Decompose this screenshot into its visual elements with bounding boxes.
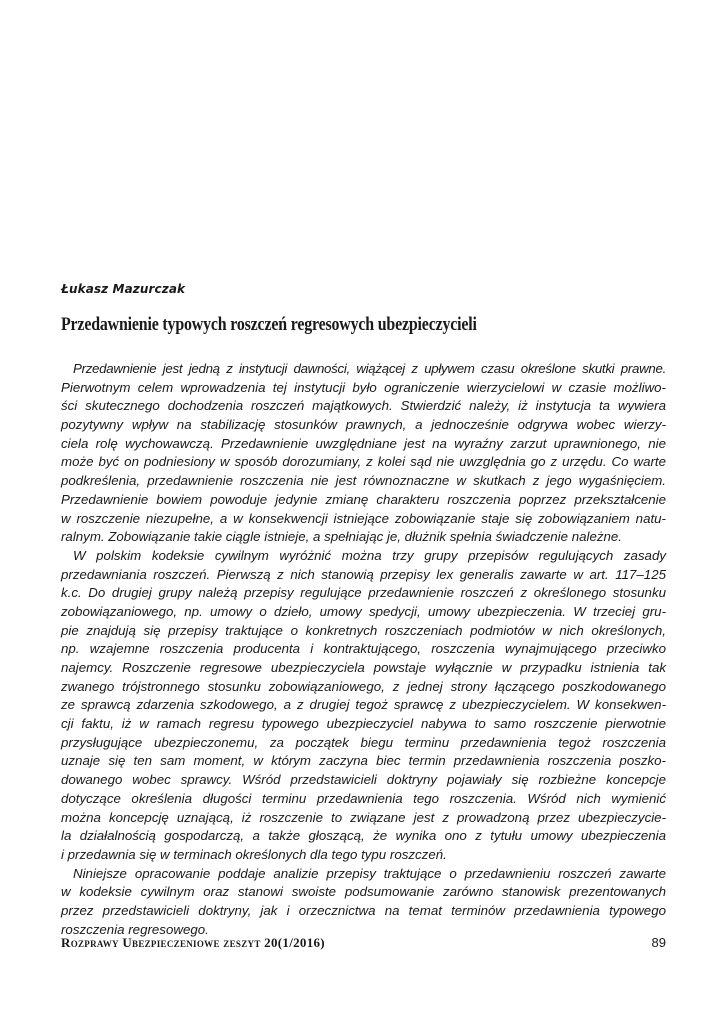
abstract-line: przysługujące ubezpieczonemu, za początek biegu terminu przedawnienia tegoż roszczenia <box>61 734 666 750</box>
abstract-line: w kodeksie cywilnym oraz stanowi swoiste podsumowanie zarówno stanowisk prezentowanych <box>61 884 666 900</box>
abstract-line: dowanego wobec sprawcy. Wśród przedstawicieli doktryny pojawiały się rozbieżne koncepcje <box>61 772 666 788</box>
abstract-line: Przedawnienie bowiem powoduje jedynie zmianę charakteru roszczenia poprzez przekształcenie <box>61 491 666 507</box>
abstract-line: Pierwotnym celem wprowadzenia tej instytucji było ograniczenie wierzycielowi w czasie możliwo- <box>61 379 666 395</box>
abstract <box>61 360 666 939</box>
abstract-line: uznaje się ten sam moment, w którym zaczyna biec termin przedawnienia roszczenia poszko- <box>61 753 666 769</box>
abstract-line: podkreślenia, przedawnienie roszczenia nie jest równoznaczne w skutkach z jego wygaśnięciem. <box>61 473 666 489</box>
abstract-line: cji faktu, iż w ramach regresu typowego ubezpieczyciel nabywa to samo roszczenie pierwotnie <box>61 716 666 732</box>
author-name: Łukasz Mazurczak <box>61 282 186 296</box>
article-title: Przedawnienie typowych roszczeń regresowych ubezpieczycieli <box>61 315 477 335</box>
abstract-line: i przedawnia się w terminach określonych dla tego typu roszczeń. <box>61 846 447 862</box>
abstract-line: pozytywny wpływ na stabilizację stosunków prawnych, a jednocześnie odgrywa wobec wierzy- <box>61 417 666 433</box>
abstract-line: zwanego trójstronnego stosunku zobowiązaniowego, z jednej strony łączącego poszkodowanego <box>61 678 666 694</box>
abstract-line: ralnym. Zobowiązanie takie ciągle istnieje, a spełniając je, dłużnik spełnia świadczenie należne. <box>61 529 622 545</box>
abstract-line: może być on podniesiony w sposób dorozumiany, z kolei sąd nie uwzględnia go z urzędu. Co warte <box>61 454 666 470</box>
abstract-line: dotyczące określenia długości terminu przedawnienia tego roszczenia. Wśród nich wymienić <box>61 790 666 806</box>
abstract-line: pie znajdują się przepisy traktujące o konkretnych roszczeniach podmiotów w nich określonych, <box>61 622 666 638</box>
abstract-line: ze sprawcą zdarzenia szkodowego, a z drugiej tegoż sprawcę z ubezpieczycielem. W konsekwen- <box>61 697 666 713</box>
page-number: 89 <box>651 935 666 950</box>
abstract-line: la działalnością gospodarczą, a także głoszącą, że wynika ono z tytułu umowy ubezpieczenia <box>61 828 666 844</box>
abstract-line: zobowiązaniowego, np. umowy o dzieło, umowy spedycji, umowy ubezpieczenia. W trzeciej gru- <box>61 603 666 619</box>
abstract-line: k.c. Do drugiej grupy należą przepisy regulujące przedawnienie roszczeń z określonego stosunku <box>61 585 666 601</box>
abstract-line: najemcy. Roszczenie regresowe ubezpieczyciela powstaje wyłącznie w przypadku istnienia tak <box>61 660 666 675</box>
abstract-line: ciela rolę wychowawczą. Przedawnienie uwzględniane jest na wyraźny zarzut uprawnionego, nie <box>61 435 666 451</box>
footer-journal-title: Rozprawy Ubezpieczeniowe zeszyt 20(1/2016) <box>61 935 325 950</box>
abstract-line: Przedawnienie jest jedną z instytucji dawności, wiążącej z upływem czasu określone skutki prawne. <box>73 361 666 376</box>
abstract-line: np. wzajemne roszczenia producenta i kontraktującego, roszczenia wynajmującego przeciwko <box>61 641 666 657</box>
abstract-line: można koncepcję uznającą, iż roszczenie to związane jest z prowadzoną przez ubezpieczycie- <box>61 809 666 825</box>
abstract-line: przez przedstawicieli doktryny, jak i orzecznictwa na temat terminów przedawnienia typowego <box>61 902 666 918</box>
abstract-line: w roszczenie niezupełne, a w konsekwencji istniejące zobowiązanie staje się zobowiązaniem natu- <box>61 510 666 526</box>
abstract-line: Niniejsze opracowanie poddaje analizie przepisy traktujące o przedawnieniu roszczeń zawarte <box>73 865 666 881</box>
abstract-line: ści skutecznego dochodzenia roszczeń majątkowych. Stwierdzić należy, iż instytucja ta wywiera <box>61 398 666 414</box>
abstract-line: przedawniania roszczeń. Pierwszą z nich stanowią przepisy lex generalis zawarte w art. 117–125 <box>61 566 666 582</box>
abstract-line: roszczenia regresowego. <box>61 921 209 937</box>
abstract-line: W polskim kodeksie cywilnym wyróżnić można trzy grupy przepisów regulujących zasady <box>73 547 666 563</box>
